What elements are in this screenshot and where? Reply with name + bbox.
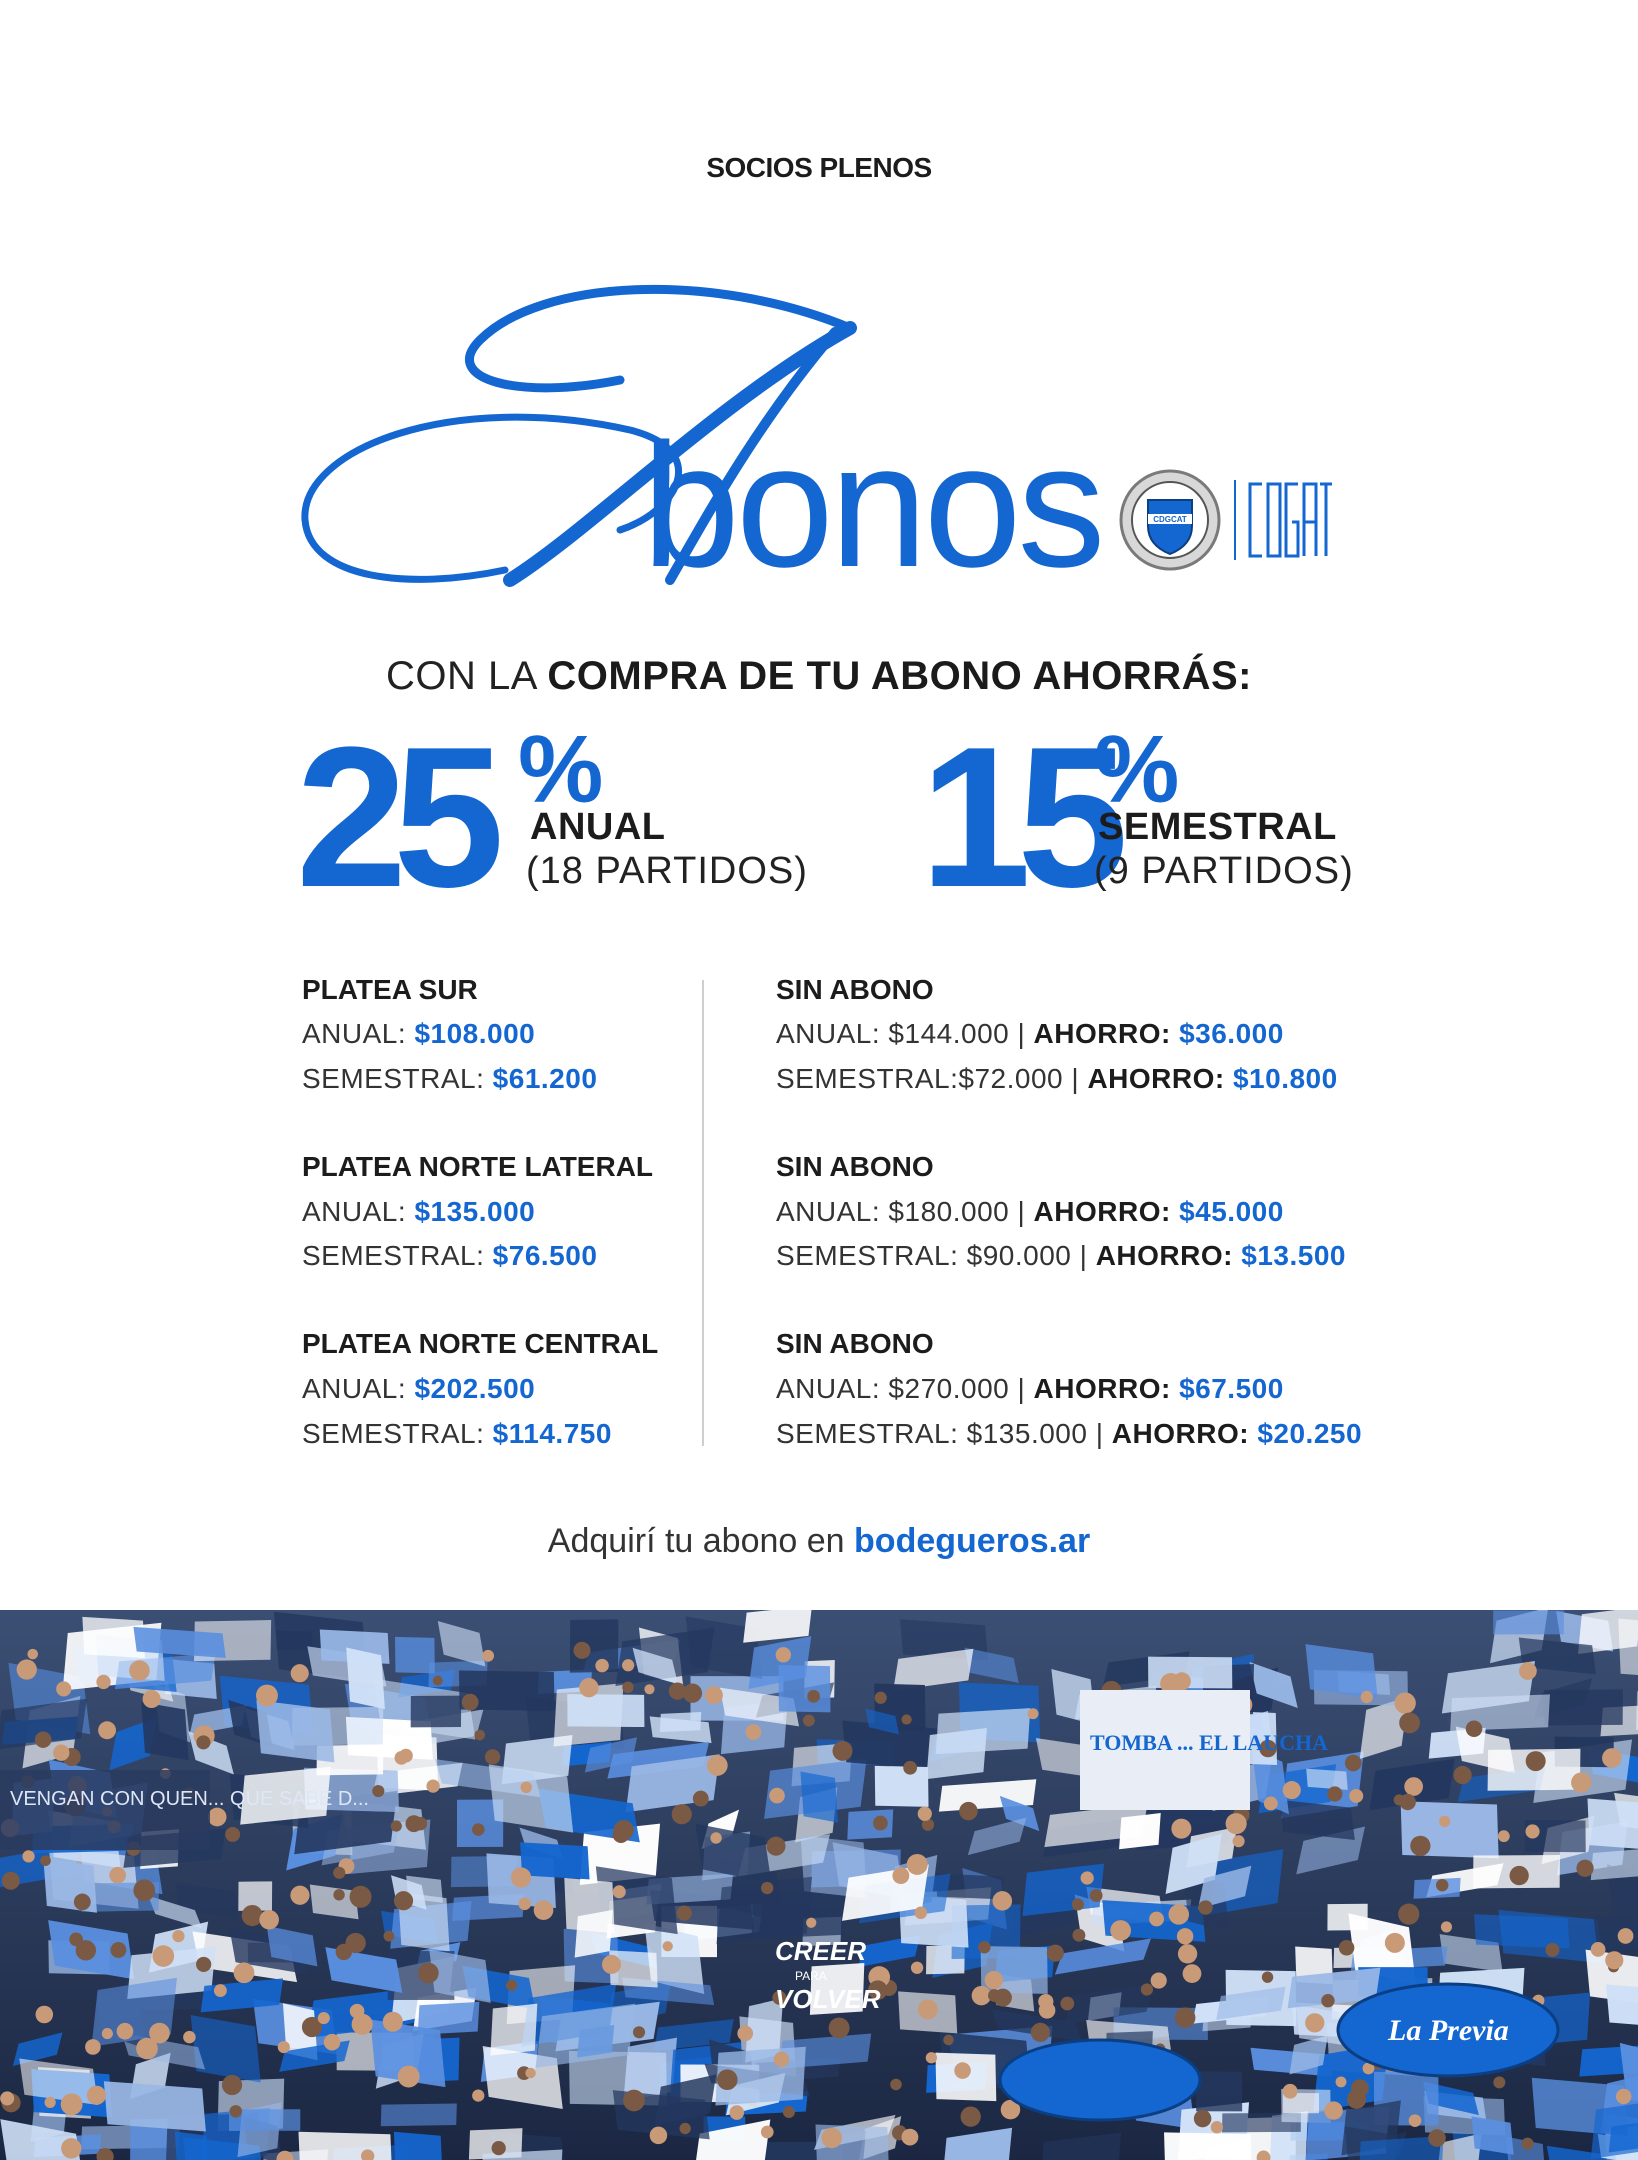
discount-semester-number: 15: [920, 706, 1115, 929]
crowd-fan: [1349, 1789, 1363, 1803]
crowd-fan: [324, 2034, 341, 2051]
crowd-flag: [1618, 1619, 1638, 1679]
compare-semester: SEMESTRAL: $90.000 | AHORRO: $13.500: [776, 1240, 1346, 1271]
crowd-fan: [769, 1788, 785, 1804]
crowd-fan: [1605, 1951, 1623, 1969]
crowd-fan: [633, 2026, 645, 2038]
crowd-fan: [680, 2123, 691, 2134]
crowd-fan: [222, 2075, 242, 2095]
crowd-fan: [1404, 1777, 1423, 1796]
crowd-fan: [1409, 2114, 1422, 2127]
headline-lead: CON LA: [386, 654, 548, 698]
crowd-fan: [737, 2026, 753, 2042]
crowd-fan: [45, 2097, 56, 2108]
crowd-flag: [346, 1648, 385, 1710]
slogan-para: PARA: [795, 1969, 827, 1983]
crowd-fan: [109, 1867, 126, 1884]
crowd-fan: [318, 2012, 330, 2024]
crowd-fan: [291, 1664, 309, 1682]
banner-left-text: VENGAN CON QUEN... QUE SABE D...: [10, 1788, 369, 1810]
crowd-fan: [1169, 1904, 1190, 1925]
crowd-fan: [1305, 2013, 1324, 2032]
website-link[interactable]: bodegueros.ar: [854, 1522, 1091, 1560]
crowd-fan: [926, 2052, 937, 2063]
crowd-flag: [1164, 2132, 1252, 2160]
crowd-fan: [96, 1675, 110, 1689]
crowd-fan: [1571, 1773, 1591, 1793]
crowd-fan: [961, 2107, 981, 2127]
compare-semester: SEMESTRAL: $135.000 | AHORRO: $20.250: [776, 1418, 1363, 1449]
crowd-fan: [433, 1676, 443, 1686]
crowd-fan: [1151, 1972, 1167, 1988]
crowd-fan: [806, 1918, 816, 1928]
cta-line: [0, 1522, 1638, 1561]
crowd-fan: [1031, 2023, 1050, 2042]
crowd-fan: [761, 1882, 773, 1894]
crowd-fan: [730, 2105, 745, 2120]
crowd-fan: [774, 2052, 789, 2067]
compare-semester: SEMESTRAL:$72.000 | AHORRO: $10.800: [776, 1063, 1338, 1094]
crowd-fan: [1233, 1835, 1245, 1847]
plan-title: PLATEA NORTE CENTRAL: [302, 1328, 659, 1359]
crowd-fan: [102, 2028, 113, 2039]
crowd-fan: [129, 1660, 149, 1680]
crowd-fan: [829, 2017, 850, 2038]
crowd-fan: [1060, 1997, 1074, 2011]
crowd-fan: [27, 1649, 38, 1660]
crowd-fan: [0, 2091, 14, 2105]
crowd-fan: [74, 1894, 91, 1911]
crowd-fan: [61, 2138, 81, 2158]
crowd-fan: [506, 1980, 517, 1991]
cta-lead: Adquirí tu abono en: [547, 1522, 855, 1560]
crowd-fan: [85, 2039, 101, 2055]
crowd-fan: [1618, 1928, 1634, 1944]
crowd-fan: [907, 1854, 928, 1875]
crowd-fan: [1178, 1944, 1197, 1963]
crowd-fan: [873, 1816, 888, 1831]
slogan-creer: CREER: [775, 1936, 867, 1966]
umbrella-2: [1000, 2040, 1200, 2120]
crowd-fan: [985, 1971, 1003, 1989]
crowd-fan: [1399, 1712, 1420, 1733]
crowd-fan: [988, 1989, 1001, 2002]
crowd-fan: [1439, 1816, 1450, 1827]
crowd-fan: [918, 2000, 938, 2020]
crowd-fan: [172, 1930, 184, 1942]
crowd-fan: [333, 1867, 345, 1879]
headline-bold: COMPRA DE TU ABONO AHORRÁS:: [547, 654, 1252, 698]
crowd-fan: [1262, 1971, 1273, 1982]
crowd-flag: [1587, 1799, 1638, 1850]
crowd-fan: [345, 1933, 365, 1953]
compare-title: SIN ABONO: [776, 1151, 934, 1182]
crowd-fan: [234, 1962, 255, 1983]
crowd-fan: [1453, 1766, 1471, 1784]
crowd-fan: [1526, 1751, 1546, 1771]
crowd-fan: [1198, 1900, 1212, 1914]
crowd-fan: [1072, 1898, 1084, 1910]
crowd-fan: [1385, 1933, 1405, 1953]
crest-label: CDGCAT: [1153, 515, 1187, 524]
crowd-fan: [901, 1714, 911, 1724]
crowd-fan: [391, 1820, 402, 1831]
crowd-fan: [783, 2106, 795, 2118]
crowd-fan: [2, 1872, 20, 1890]
logo-divider: [1234, 480, 1236, 560]
crowd-fan: [259, 1910, 279, 1930]
compare-annual: ANUAL: $180.000 | AHORRO: $45.000: [776, 1196, 1284, 1227]
crowd-fan: [110, 1942, 126, 1958]
crowd-fan: [133, 1879, 155, 1901]
crowd-fan: [766, 1837, 785, 1856]
crowd-fan: [1591, 1942, 1606, 1957]
crowd-fan: [22, 1850, 34, 1862]
crowd-fan: [17, 1659, 37, 1679]
crowd-fan: [534, 1900, 554, 1920]
crowd-fan: [613, 1820, 633, 1840]
crowd-fan: [746, 1724, 762, 1740]
crowd-fan: [1264, 1797, 1278, 1811]
crowd-fan: [677, 1906, 692, 1921]
compare-title: SIN ABONO: [776, 1328, 934, 1359]
crowd-fan: [911, 1962, 923, 1974]
crowd-fan: [1336, 2076, 1347, 2087]
crowd-fan: [623, 2090, 645, 2112]
crowd-fan: [350, 1886, 372, 1908]
crowd-fan: [352, 2014, 373, 2035]
crowd-fan: [821, 2128, 842, 2149]
crowd-fan: [717, 2069, 738, 2090]
crowd-fan: [1521, 2138, 1533, 2150]
crowd-fan: [35, 1731, 51, 1747]
crowd-fan: [693, 1791, 709, 1807]
crowd-fan: [1171, 1819, 1191, 1839]
crowd-fan: [214, 1984, 227, 1997]
crowd-fan: [1394, 1692, 1415, 1713]
crowd-fan: [1519, 1662, 1537, 1680]
crowd-fan: [1398, 1904, 1419, 1925]
crowd-fan: [462, 1694, 479, 1711]
crowd-fan: [993, 1891, 1013, 1911]
crowd-fan: [832, 1741, 852, 1761]
club-crest-icon: [1118, 468, 1222, 572]
crowd-fan: [1177, 1928, 1193, 1944]
crowd-fan: [663, 1941, 673, 1951]
crowd-fan: [405, 1815, 422, 1832]
crowd-fan: [1149, 1912, 1164, 1927]
crowd-fan: [1324, 2101, 1342, 2119]
crowd-fan: [707, 1755, 728, 1776]
price-column-divider: [702, 980, 704, 1446]
crowd-fan: [1283, 2084, 1298, 2099]
crowd-fan: [672, 1804, 692, 1824]
crowd-fan: [807, 1690, 820, 1703]
crowd-flag: [567, 1694, 644, 1727]
crowd-fan: [1090, 1889, 1103, 1902]
discount-annual-detail: (18 PARTIDOS): [526, 850, 808, 892]
crowd-fan: [398, 2066, 420, 2088]
crowd-fan: [278, 2041, 290, 2053]
crowd-fan: [482, 1650, 494, 1662]
plan-annual-price: ANUAL: $108.000: [302, 1018, 536, 1049]
crowd-fan: [978, 1941, 991, 1954]
crowd-flag: [575, 1910, 613, 1958]
crowd-fan: [290, 1886, 309, 1905]
crowd-fan: [650, 2127, 668, 2145]
crowd-fan: [196, 1735, 210, 1749]
crowd-fan: [395, 1751, 409, 1765]
crowd-flag: [520, 1842, 589, 1879]
crowd-fan: [153, 1945, 175, 1967]
crowd-fan: [573, 1642, 590, 1659]
eyebrow-title: SOCIOS PLENOS: [706, 152, 932, 183]
umbrella-text: La Previa: [1388, 2014, 1509, 2047]
crowd-fan: [418, 1963, 439, 1984]
crowd-flag: [381, 2103, 457, 2126]
crowd-flag: [395, 1637, 435, 1674]
crowd-flag: [778, 1665, 830, 1712]
crowd-fan: [1226, 1813, 1247, 1834]
discount-semester-percent: %: [1094, 716, 1180, 823]
crowd-fan: [87, 2086, 106, 2105]
crowd-fan: [892, 1867, 909, 1884]
crowd-fan: [776, 1647, 791, 1662]
crowd-fan: [61, 2093, 83, 2115]
crowd-fan: [1047, 1945, 1064, 1962]
crowd-fan: [1345, 1755, 1362, 1772]
crowd-fan: [149, 2023, 170, 2044]
crowd-flag: [1306, 1769, 1348, 1790]
crowd-fan: [1283, 1781, 1301, 1799]
crowd-fan: [1436, 1879, 1448, 1891]
crowd-flag: [926, 1728, 987, 1779]
crowd-flag: [875, 1766, 929, 1807]
crowd-fan: [1110, 1920, 1131, 1941]
crowd-flag: [1493, 1610, 1564, 1634]
crowd-fan: [1441, 1921, 1452, 1932]
crowd-fan: [426, 1779, 439, 1792]
crowd-fan: [196, 1957, 211, 1972]
crowd-fan: [902, 2129, 919, 2146]
crowd-illustration: [0, 1610, 1638, 2160]
crowd-fan: [1576, 1860, 1593, 1877]
crowd-fan: [1545, 1943, 1559, 1957]
plan-semester-price: SEMESTRAL: $61.200: [302, 1063, 598, 1094]
crowd-fan: [875, 1692, 887, 1704]
crowd-fan: [954, 2062, 971, 2079]
abonos-wordmark: bonos: [642, 408, 1102, 604]
crowd-fan: [683, 1684, 702, 1703]
crowd-flag: [1450, 1694, 1550, 1731]
crowd-photo: [0, 1610, 1638, 2160]
crowd-fan: [1347, 2090, 1366, 2109]
crowd-fan: [1141, 1983, 1153, 1995]
crowd-fan: [803, 1715, 815, 1727]
plan-annual-price: ANUAL: $202.500: [302, 1373, 536, 1404]
crowd-fan: [333, 1889, 344, 1900]
crowd-flag: [660, 1712, 701, 1732]
discount-annual-number: 25: [296, 706, 491, 929]
crowd-fan: [69, 1933, 83, 1947]
crowd-fan: [1028, 1708, 1039, 1719]
crowd-fan: [1038, 1994, 1053, 2009]
crowd-fan: [1602, 1748, 1622, 1768]
crowd-fan: [1072, 1929, 1085, 1942]
crowd-fan: [53, 1745, 69, 1761]
plan-annual-price: ANUAL: $135.000: [302, 1196, 536, 1227]
crowd-fan: [1339, 1940, 1355, 1956]
crowd-fan: [1211, 2121, 1223, 2133]
crowd-fan: [518, 1897, 531, 1910]
discount-semester-type: SEMESTRAL: [1098, 806, 1337, 848]
compare-title: SIN ABONO: [776, 974, 934, 1005]
crowd-fan: [474, 1730, 485, 1741]
discount-annual-percent: %: [518, 716, 604, 823]
crowd-fan: [472, 2089, 484, 2101]
discount-semester-detail: (9 PARTIDOS): [1094, 850, 1354, 892]
crowd-fan: [890, 2079, 901, 2090]
crowd-fan: [525, 2068, 535, 2078]
crowd-flag: [141, 1702, 188, 1760]
crowd-flag: [104, 2081, 206, 2131]
crowd-fan: [903, 1761, 917, 1775]
crowd-fan: [943, 2035, 953, 2045]
crowd-flag: [411, 1696, 461, 1728]
crowd-fan: [1498, 1830, 1510, 1842]
crowd-fan: [520, 1782, 531, 1793]
crowd-fan: [98, 1721, 116, 1739]
crowd-flag: [1544, 1689, 1623, 1725]
crowd-fan: [579, 1678, 598, 1697]
crowd-fan: [1175, 2007, 1196, 2028]
crowd-fan: [1428, 2129, 1446, 2147]
crowd-fan: [511, 1867, 531, 1887]
plan-title: PLATEA NORTE LATERAL: [302, 1151, 654, 1182]
crowd-flag: [298, 2132, 391, 2160]
crowd-flag: [1591, 1849, 1638, 1881]
cdgcat-monogram-icon: [1244, 478, 1334, 562]
crowd-fan: [40, 1855, 51, 1866]
crowd-fan: [761, 2126, 774, 2139]
crowd-fan: [1510, 1866, 1529, 1885]
banner-left: [0, 1770, 210, 1850]
crowd-fan: [394, 1891, 413, 1910]
crowd-fan: [644, 1684, 654, 1694]
crowd-fan: [1525, 1824, 1539, 1838]
crowd-fan: [383, 2012, 403, 2032]
crowd-fan: [1183, 1964, 1202, 1983]
crowd-fan: [705, 1686, 723, 1704]
slogan-volver: VOLVER: [775, 1984, 881, 2014]
plan-semester-price: SEMESTRAL: $114.750: [302, 1418, 612, 1449]
plan-title: PLATEA SUR: [302, 974, 478, 1005]
crowd-fan: [485, 1749, 500, 1764]
crowd-fan: [595, 1659, 608, 1672]
crowd-fan: [56, 1681, 71, 1696]
crowd-fan: [1410, 1836, 1430, 1856]
crowd-fan: [710, 1832, 721, 1843]
crowd-fan: [36, 2006, 54, 2024]
crowd-flag: [800, 1771, 838, 1822]
crowd-flag: [256, 1700, 334, 1762]
crowd-flag: [1474, 1914, 1569, 1948]
crowd-fan: [472, 1823, 485, 1836]
crowd-fan: [117, 2023, 134, 2040]
crowd-fan: [959, 1802, 978, 1821]
crowd-fan: [225, 1827, 240, 1842]
discount-annual-type: ANUAL: [530, 806, 666, 848]
crowd-flag: [1196, 2072, 1242, 2112]
crowd-fan: [613, 1885, 626, 1898]
crowd-fan: [383, 1931, 394, 1942]
crowd-fan: [1327, 1786, 1342, 1801]
headline: [0, 654, 1638, 699]
crowd-fan: [1194, 2110, 1211, 2127]
crowd-fan: [1173, 1672, 1191, 1690]
crowd-fan: [918, 1807, 932, 1821]
crowd-fan: [1361, 1691, 1373, 1703]
crowd-fan: [622, 1682, 633, 1693]
crowd-fan: [1493, 2076, 1505, 2088]
crowd-fan: [372, 1785, 384, 1797]
crowd-fan: [256, 1685, 278, 1707]
crowd-fan: [183, 2031, 195, 2043]
crowd-fan: [208, 1808, 227, 1827]
crowd-fan: [622, 1659, 634, 1671]
crowd-fan: [242, 1905, 263, 1926]
crowd-fan: [602, 1955, 621, 1974]
crowd-fan: [229, 2105, 242, 2118]
crowd-fan: [1466, 1720, 1483, 1737]
crowd-fan: [143, 1690, 161, 1708]
crowd-flag: [490, 2004, 537, 2056]
banner-right-text: TOMBA ... EL LAUCHA: [1090, 1730, 1328, 1755]
crowd-flag: [175, 2131, 209, 2160]
compare-annual: ANUAL: $270.000 | AHORRO: $67.500: [776, 1373, 1284, 1404]
compare-annual: ANUAL: $144.000 | AHORRO: $36.000: [776, 1018, 1284, 1049]
crowd-fan: [1616, 2089, 1631, 2104]
crowd-fan: [1321, 1994, 1334, 2007]
crowd-fan: [1399, 1794, 1415, 1810]
plan-semester-price: SEMESTRAL: $76.500: [302, 1240, 598, 1271]
crowd-fan: [1081, 1871, 1094, 1884]
crowd-fan: [492, 2141, 506, 2155]
crowd-fan: [914, 1906, 927, 1919]
